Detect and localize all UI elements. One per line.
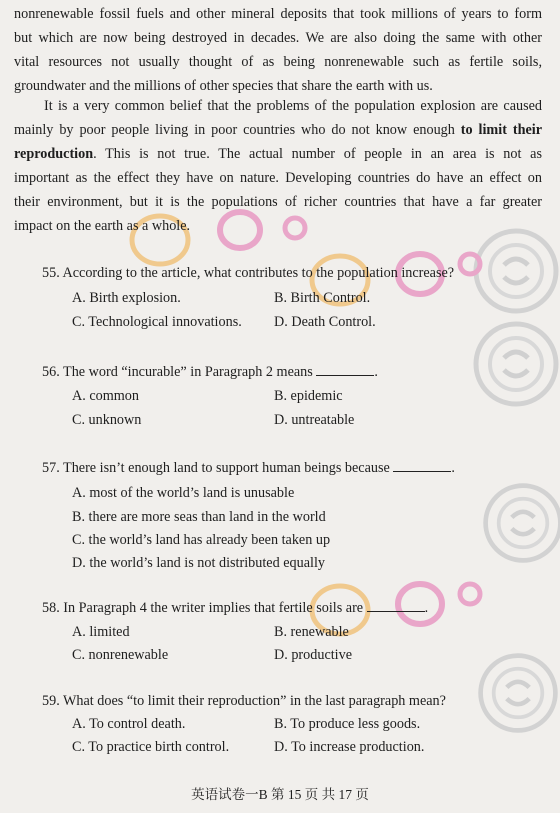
passage-line: nonrenewable fossil fuels and other mineral deposits that took millions of years to form: [14, 6, 542, 22]
question-text: 58. In Paragraph 4 the writer implies that fertile soils are: [42, 600, 367, 616]
question-55-option-a[interactable]: A. Birth explosion.: [72, 290, 181, 306]
question-56-option-c[interactable]: C. unknown: [72, 412, 142, 428]
question-59-option-d[interactable]: D. To increase production.: [274, 739, 425, 755]
passage-line: important as the effect they have on nature. Developing countries do have an effect on: [14, 170, 542, 186]
question-59-stem: 59. What does “to limit their reproduction” in the last paragraph mean?: [42, 693, 446, 709]
question-58-option-b[interactable]: B. renewable: [274, 624, 349, 640]
answer-blank[interactable]: [367, 597, 425, 612]
question-text: .: [424, 600, 429, 616]
question-55-stem: 55. According to the article, what contributes to the population increase?: [42, 265, 455, 281]
question-55-option-b[interactable]: B. Birth Control.: [274, 290, 371, 306]
question-56-option-a[interactable]: A. common: [72, 388, 139, 404]
question-56-stem: [42, 361, 378, 383]
question-58-option-d[interactable]: D. productive: [274, 647, 353, 663]
question-58-option-a[interactable]: A. limited: [72, 624, 130, 640]
passage-paragraph-1: [14, 2, 542, 98]
question-57-option-b[interactable]: B. there are more seas than land in the world: [72, 509, 326, 525]
question-57-option-c[interactable]: C. the world’s land has already been taken up: [72, 532, 331, 548]
question-57-stem: [42, 457, 455, 479]
highlight-phrase: reproduction: [14, 146, 94, 162]
watermark-seal-icon: [480, 480, 560, 566]
passage-line: It is a very common belief that the problems of the population explosion are caused: [44, 98, 542, 114]
watermark-seal-icon: [470, 318, 560, 410]
question-59-option-b[interactable]: B. To produce less goods.: [274, 716, 421, 732]
question-57-option-d[interactable]: D. the world’s land is not distributed equally: [72, 555, 325, 571]
watermark-seal-icon: [475, 650, 560, 736]
question-55-option-d[interactable]: D. Death Control.: [274, 314, 376, 330]
passage-line: groundwater and the millions of other species that share the earth with us.: [14, 78, 433, 94]
question-text: 57. There isn’t enough land to support human beings because: [42, 460, 394, 476]
passage-text: mainly by poor people living in poor countries who do not know enough: [14, 122, 461, 138]
passage-paragraph-2: [14, 94, 542, 238]
page-footer: 英语试卷一B 第 15 页 共 17 页: [191, 787, 369, 802]
question-56-option-d[interactable]: D. untreatable: [274, 412, 355, 428]
question-58-stem: [42, 597, 428, 619]
passage-line: impact on the earth as a whole.: [14, 218, 191, 234]
highlight-phrase: to limit their: [460, 122, 543, 138]
question-59-option-c[interactable]: C. To practice birth control.: [72, 739, 230, 755]
question-text: .: [451, 460, 455, 476]
watermark-seal-icon: [470, 225, 560, 317]
question-57-option-a[interactable]: A. most of the world’s land is unusable: [72, 485, 295, 501]
passage-line: but which are now being destroyed in decades. We are also doing the same with other: [14, 30, 542, 46]
question-56-option-b[interactable]: B. epidemic: [274, 388, 343, 404]
question-58-option-c[interactable]: C. nonrenewable: [72, 647, 169, 663]
question-55-option-c[interactable]: C. Technological innovations.: [72, 314, 242, 330]
passage-text: . This is not true. The actual number of people in an area is not as: [93, 146, 542, 162]
answer-blank[interactable]: [316, 361, 374, 376]
passage-line: [14, 142, 542, 166]
passage-line: [14, 118, 542, 142]
passage-line: their environment, but it is the populations of richer countries that have a far greater: [14, 194, 542, 210]
question-59-option-a[interactable]: A. To control death.: [72, 716, 186, 732]
passage-line: vital resources not usually thought of as being nonrenewable such as fertile soils,: [14, 54, 542, 70]
answer-blank[interactable]: [393, 457, 451, 472]
question-text: 56. The word “incurable” in Paragraph 2 means: [42, 364, 317, 380]
question-text: .: [374, 364, 378, 380]
